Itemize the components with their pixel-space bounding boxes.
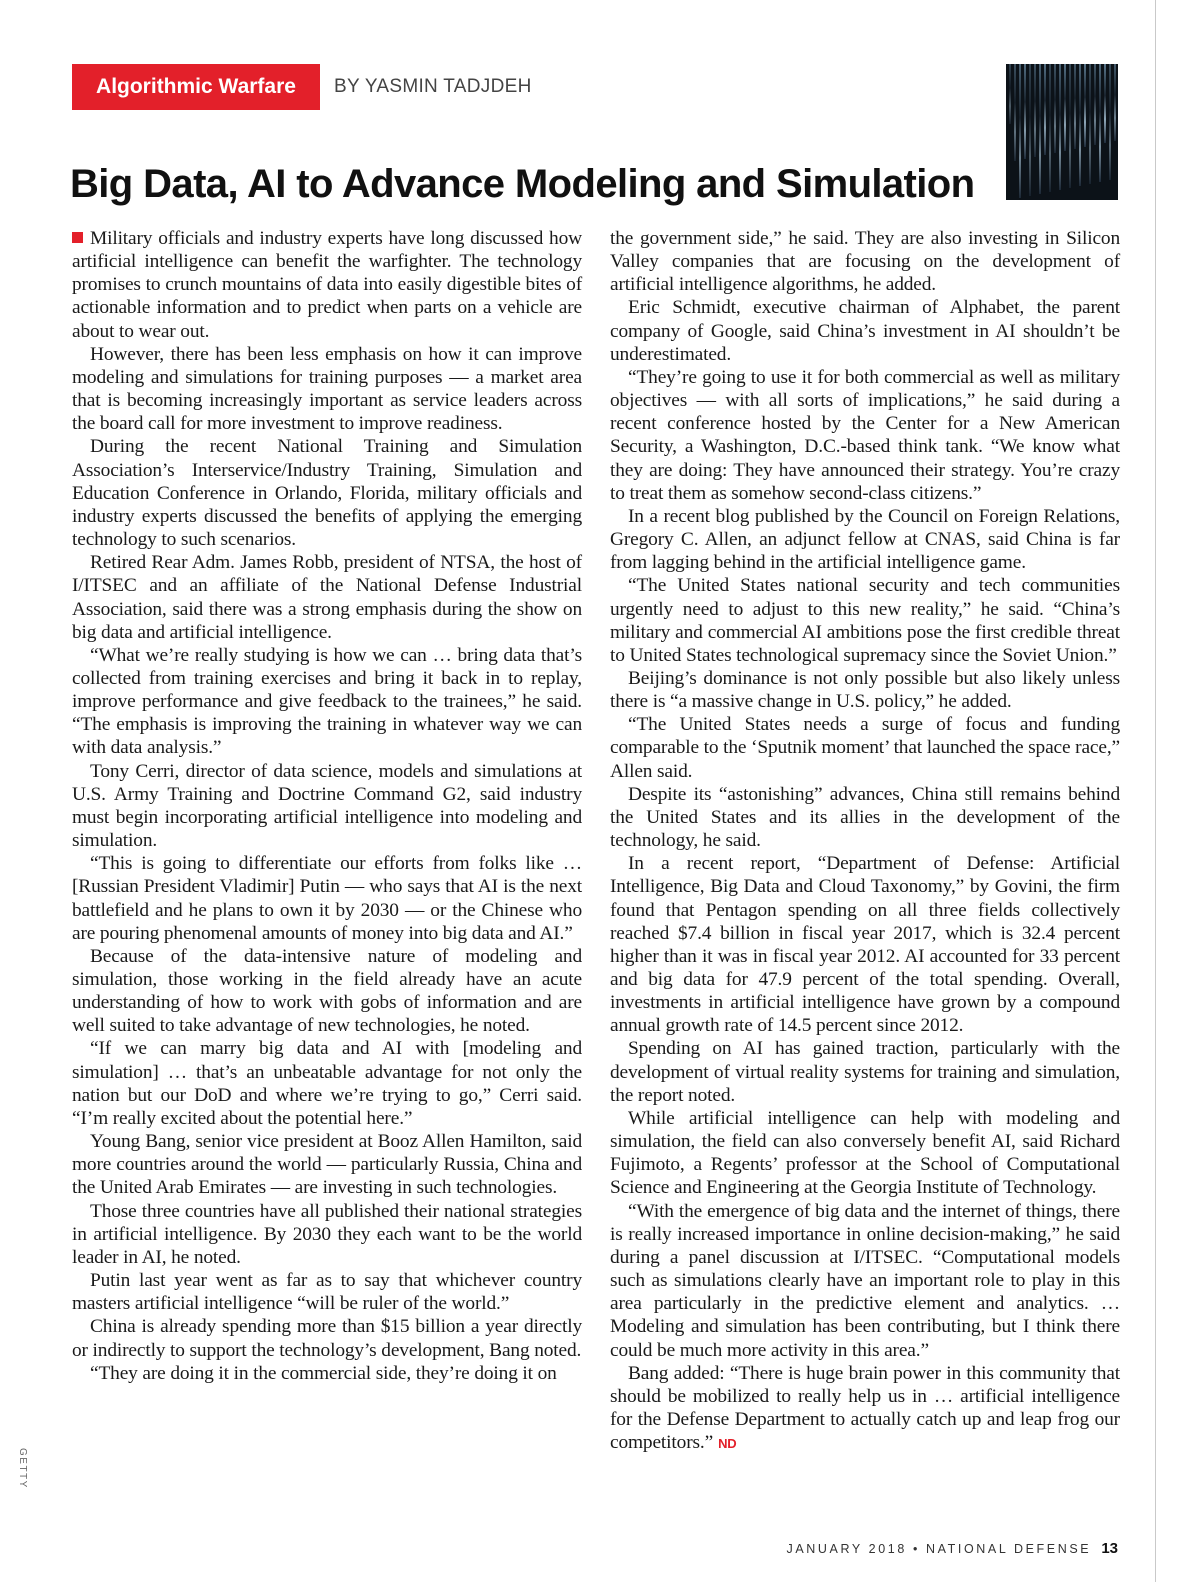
article-paragraph: Despite its “astonishing” advances, China still remains behind the United States and its allies in the development of the technology, he said. (610, 783, 1120, 852)
article-paragraph: “What we’re really studying is how we can … bring data that’s collected from training exercises and bring it back in to replay, improve performance and give feedback to the trainees,” he said. “The emphasis is improving the training in whatever way we can with data analysis.” (72, 644, 582, 759)
code-streak (1034, 64, 1036, 157)
article-paragraph: In a recent blog published by the Council on Foreign Relations, Gregory C. Allen, an adjunct fellow at CNAS, said China is far from lagging behind in the artificial intelligence game. (610, 505, 1120, 574)
article-paragraph: Beijing’s dominance is not only possible but also likely unless there is “a massive change in U.S. policy,” he added. (610, 667, 1120, 713)
code-streak (1049, 64, 1051, 192)
article-column-left (72, 227, 582, 1385)
article-paragraph: “This is going to differentiate our efforts from folks like … [Russian President Vladimir] Putin — who says that AI is the next battlefield and he plans to own it by 2030 — or the Chinese who are pouring phenomenal amounts of money into big data and AI.” (72, 853, 582, 944)
article-paragraph: Because of the data-intensive nature of modeling and simulation, those working in the field already have an acute understanding of how to work with gobs of information and are well suited to take advantage of new technologies, he noted. (72, 945, 582, 1037)
article-paragraph-final: Bang added: “There is huge brain power in this community that should be mobilized to really help us in … artificial intelligence for the Defense Department to actually catch up and leap frog our competitors.” ND (610, 1362, 1120, 1454)
code-streak (1079, 64, 1081, 186)
code-streak (1089, 64, 1091, 184)
article-paragraph: In a recent report, “Department of Defense: Artificial Intelligence, Big Data and Cloud Taxonomy,” by Govini, the firm found that Pentagon spending on all three fields collectively reached $7.4 billion in fiscal year 2017, which is 32.4 percent higher than it was in fiscal year 2012. AI accounted for 33 percent and big data for 47.9 percent of the total spending. Overall, investments in artificial intelligence have grown by a compound annual growth rate of 14.5 percent since 2012. (610, 853, 1120, 1037)
article-paragraph: Military officials and industry experts have long discussed how artificial intelligence can benefit the warfighter. The technology promises to crunch mountains of data into easily digestible bites of actionable information and to predict when parts on a vehicle are about to wear out. (72, 228, 582, 342)
code-streak (1044, 64, 1046, 155)
code-streak (1084, 64, 1086, 147)
code-streak (1114, 64, 1116, 141)
photo-credit: GETTY (17, 1448, 28, 1489)
article-paragraph: “The United States needs a surge of focus and funding comparable to the ‘Sputnik moment’ that launched the space race,” Allen said. (610, 714, 1121, 782)
code-streak (1024, 64, 1026, 159)
code-streak (1104, 64, 1106, 143)
article-paragraph: Young Bang, senior vice president at Booz Allen Hamilton, said more countries around the world — particularly Russia, China and the United Arab Emirates — are investing in such technologies. (72, 1131, 582, 1199)
code-streak (1019, 64, 1021, 198)
article-paragraph: Spending on AI has gained traction, particularly with the development of virtual reality systems for training and simulation, the report noted. (610, 1038, 1120, 1106)
article-paragraph: Those three countries have all published their national strategies in artificial intelligence. By 2030 they each want to be the world leader in AI, he noted. (72, 1200, 582, 1268)
end-mark: ND (718, 1436, 737, 1452)
article-paragraph: During the recent National Training and Simulation Association’s Interservice/Industry Training, Simulation and Education Conference in Orlando, Florida, military officials and industry experts discussed the benefits of applying the emerging technology to such scenarios. (72, 436, 582, 551)
article-paragraph: “They are doing it in the commercial side, they’re doing it on (90, 1362, 557, 1384)
code-streak (1064, 64, 1066, 151)
header-image-binary-code (1006, 64, 1118, 200)
page-footer (787, 1540, 1119, 1557)
article-paragraph: Putin last year went as far as to say that whichever country masters artificial intelligence “will be ruler of the world.” (72, 1270, 582, 1315)
footer-issue: JANUARY 2018 • NATIONAL DEFENSE (786, 1542, 1092, 1556)
code-streak (1074, 64, 1076, 149)
code-streak (1054, 64, 1056, 153)
article-paragraph: “The United States national security and tech communities urgently need to adjust to this new reality,” he said. “China’s military and commercial AI ambitions pose the first credible threat to United States technological supremacy since the Soviet Union.” (610, 575, 1120, 666)
article-paragraph: “They’re going to use it for both commercial as well as military objectives — with all sorts of implications,” he said during a recent conference hosted by the Center for a New American Security, a Washington, D.C.-based think tank. “We know what they are doing: They have announced their strategy. You’re crazy to treat them as somehow second-class citizens.” (610, 366, 1120, 504)
article-paragraph-continued: the government side,” he said. They are also investing in Silicon Valley companies that are focusing on the development of artificial intelligence algorithms, he added. (610, 228, 1120, 296)
article-column-right (610, 227, 1120, 1455)
code-streak (1109, 64, 1111, 180)
article-paragraph: Retired Rear Adm. James Robb, president of NTSA, the host of I/ITSEC and an affiliate of the National Defense Industrial Association, said there was a strong emphasis during the show on big data and artificial intelligence. (72, 552, 582, 643)
article-paragraph: Tony Cerri, director of data science, models and simulations at U.S. Army Training and Doctrine Command G2, said industry must begin incorporating artificial intelligence into modeling and simulation. (72, 760, 582, 852)
article-paragraph: China is already spending more than $15 billion a year directly or indirectly to support the technology’s development, Bang noted. (72, 1316, 582, 1361)
byline: BY YASMIN TADJDEH (334, 76, 532, 97)
section-tag: Algorithmic Warfare (72, 64, 320, 110)
code-streak (1039, 64, 1041, 194)
article-paragraph: “With the emergence of big data and the internet of things, there is really increased importance in online decision-making,” he said during a panel discussion at I/ITSEC. “Computational models such as simulations clearly have an important role to play in this area particularly in the predictive element and analytics. … Modeling and simulation has been contributing, but I think there could be much more activity in this area.” (610, 1200, 1120, 1361)
headline: Big Data, AI to Advance Modeling and Simulation (70, 162, 975, 206)
code-streak (1094, 64, 1096, 145)
page-edge-rule (1155, 0, 1156, 1582)
article-paragraph: Eric Schmidt, executive chairman of Alphabet, the parent company of Google, said China’s investment in AI shouldn’t be underestimated. (610, 297, 1120, 365)
code-streak (1029, 64, 1031, 196)
article-paragraph: While artificial intelligence can help with modeling and simulation, the field can also conversely benefit AI, said Richard Fujimoto, a Regents’ professor at the School of Computational Science and Engineering at the Georgia Institute of Technology. (610, 1107, 1120, 1199)
code-streak (1099, 64, 1101, 182)
code-streak (1059, 64, 1061, 190)
code-streak (1069, 64, 1071, 188)
code-streak (1009, 64, 1011, 124)
page-number: 13 (1101, 1540, 1118, 1557)
article-paragraph: However, there has been less emphasis on how it can improve modeling and simulations for training purposes — a market area that is becoming increasingly important as service leaders across the board call for more investment to improve readiness. (72, 343, 582, 435)
article-paragraph: “If we can marry big data and AI with [modeling and simulation] … that’s an unbeatable advantage for not only the nation but our DoD and where we’re trying to go,” Cerri said. “I’m really excited about the potential here.” (72, 1038, 582, 1129)
code-streak (1014, 64, 1016, 161)
paragraph-bullet-icon (72, 232, 83, 243)
